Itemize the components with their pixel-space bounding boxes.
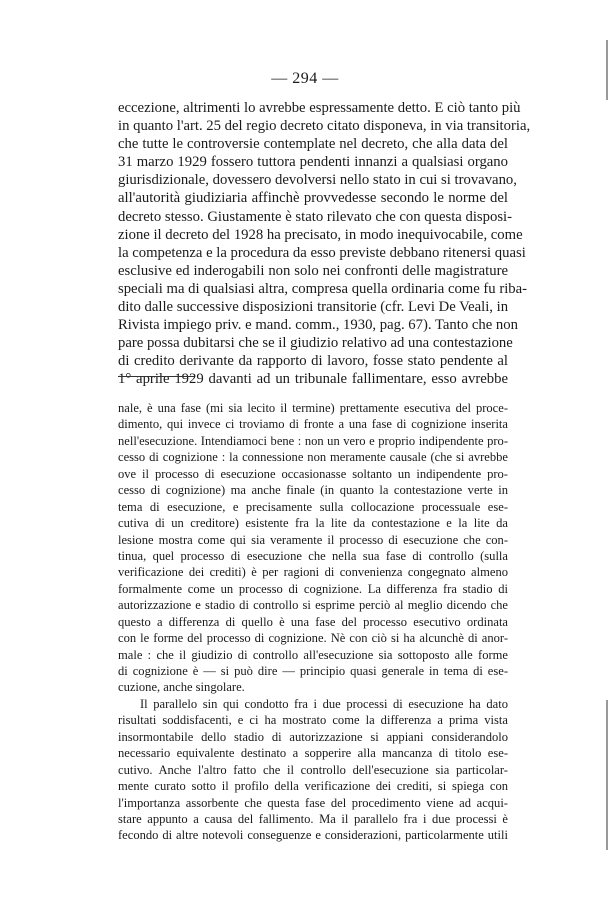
footnote-line: lesione mostra come qui sia veramente il processo di esecuzione che con-	[118, 532, 508, 547]
main-text-line: dito dalle successive disposizioni transitorie (cfr. Levi De Veali, in	[118, 299, 509, 316]
footnote-line: stare appunto a causa del fallimento. Ma il parallelo fra i due processi è	[118, 811, 508, 826]
footnote-line: necessario equivalente destinato a sopperire alla mancanza di titolo ese-	[118, 746, 508, 761]
main-text-line: all'autorità giudiziaria affinchè provvedesse secondo le norme del	[118, 190, 508, 207]
footnote-line: cutiva di un creditore) esistente fra la lite da contestazione e la lite da	[118, 516, 508, 531]
footnote-separator	[118, 376, 194, 377]
main-text-line: pare possa dubitarsi che se il giudizio relativo ad una contestazione	[118, 335, 513, 352]
footnote-line: l'importanza assorbente che questa fase del procedimento viene ad acqui-	[118, 795, 508, 810]
footnote-line: con le forme del processo di cognizione. Nè con ciò si ha alcunchè di anor-	[118, 631, 508, 646]
footnote-line: mente curato sotto il profilo della verificazione dei crediti, si spiega con	[118, 779, 508, 794]
footnote-line: nale, è una fase (mi sia lecito il termine) prettamente esecutiva del proce-	[118, 401, 508, 415]
footnote-line: di cognizione è — si può dire — principio quasi generale in tema di ese-	[118, 664, 508, 678]
footnote-line: cesso di cognizione) ma anche finale (in quanto la contestazione verte in	[118, 483, 508, 498]
footnote-line: dimento, qui invece ci troviamo di fronte a una fase di cognizione inserita	[118, 417, 508, 432]
main-text-line: 31 marzo 1929 fossero tuttora pendenti innanzi a qualsiasi organo	[118, 154, 508, 171]
footnote-line: autorizzazione e stadio di controllo si esprime perciò al meglio dicendo che	[118, 598, 508, 613]
footnote-line: questo a differenza di quello è una fase del processo esecutivo ordinata	[118, 614, 508, 629]
footnote-line: nell'esecuzione. Intendiamoci bene : non un vero e proprio indipendente pro-	[118, 433, 508, 448]
main-text-line: 1° aprile 1929 davanti ad un tribunale fallimentare, esso avrebbe	[118, 371, 508, 388]
footnote-line: male : che il giudizio di controllo all'esecuzione sia sottoposto alle forme	[118, 647, 508, 662]
main-text-line: speciali ma di qualsiasi altra, compresa quella ordinaria come fu riba-	[118, 280, 528, 297]
footnote-line: ove il processo di esecuzione occasionasse soltanto un indipendente pro-	[118, 466, 508, 481]
main-text-line: in quanto l'art. 25 del regio decreto citato disponeva, in via transitoria,	[118, 118, 531, 135]
footnote-line: Il parallelo sin qui condotto fra i due processi di esecuzione ha dato	[140, 696, 508, 711]
footnote-line: cesso di cognizione : la connessione non meramente causale (che si avrebbe	[118, 450, 508, 465]
page-edge-mark	[606, 40, 608, 100]
footnote-line: tema di esecuzione, e precisamente sulla collocazione processuale ese-	[118, 499, 508, 514]
main-text-line: giurisdizionale, dovessero devolversi nello stato in cui si trovavano,	[118, 172, 517, 189]
footnote-line: cutivo. Anche l'altro fatto che il controllo dell'esecuzione sia particolar-	[118, 762, 508, 777]
footnote-line: risultati soddisfacenti, e ci ha mostrato come la differenza a prima vista	[118, 713, 508, 728]
page-number: — 294 —	[271, 70, 339, 87]
page-edge-mark	[606, 700, 608, 850]
footnote-line: fecondo di altre notevoli conseguenze e considerazioni, particolarmente utili	[118, 828, 508, 843]
main-text-line: la competenza e la procedura da esso previste debbano ritenersi quasi	[118, 244, 526, 261]
footnote-line: formalmente come un processo di cognizione. La differenza fra stadio di	[118, 581, 508, 596]
footnote-line: cuzione, anche singolare.	[118, 680, 245, 695]
main-text-line: decreto stesso. Giustamente è stato rilevato che con questa disposi-	[118, 208, 513, 225]
main-text-block	[118, 99, 531, 389]
main-text-line: che tutte le controversie contemplate nel decreto, che alla data del	[118, 136, 508, 153]
footnote-line: insormontabile dello stadio di autorizzazione si appiani considerandolo	[118, 729, 508, 744]
main-text-line: esclusive ed inderogabili non solo nei confronti delle magistrature	[118, 262, 508, 279]
footnote-line: verificazione dei crediti) è per ragioni di convenienza congegnato almeno	[118, 565, 508, 580]
main-text-line: di credito derivante da rapporto di lavoro, fosse stato pendente al	[118, 353, 508, 370]
footnote-block	[118, 400, 508, 844]
main-text-line: zione il decreto del 1928 ha precisato, in modo inequivocabile, come	[118, 226, 523, 243]
footnote-line: tinua, quel processo di esecuzione che nella sua fase di controllo (sulla	[118, 548, 508, 563]
main-text-line: Rivista impiego priv. e mand. comm., 1930, pag. 67). Tanto che non	[118, 317, 518, 334]
main-text-line: eccezione, altrimenti lo avrebbe espressamente detto. E ciò tanto più	[118, 100, 521, 116]
